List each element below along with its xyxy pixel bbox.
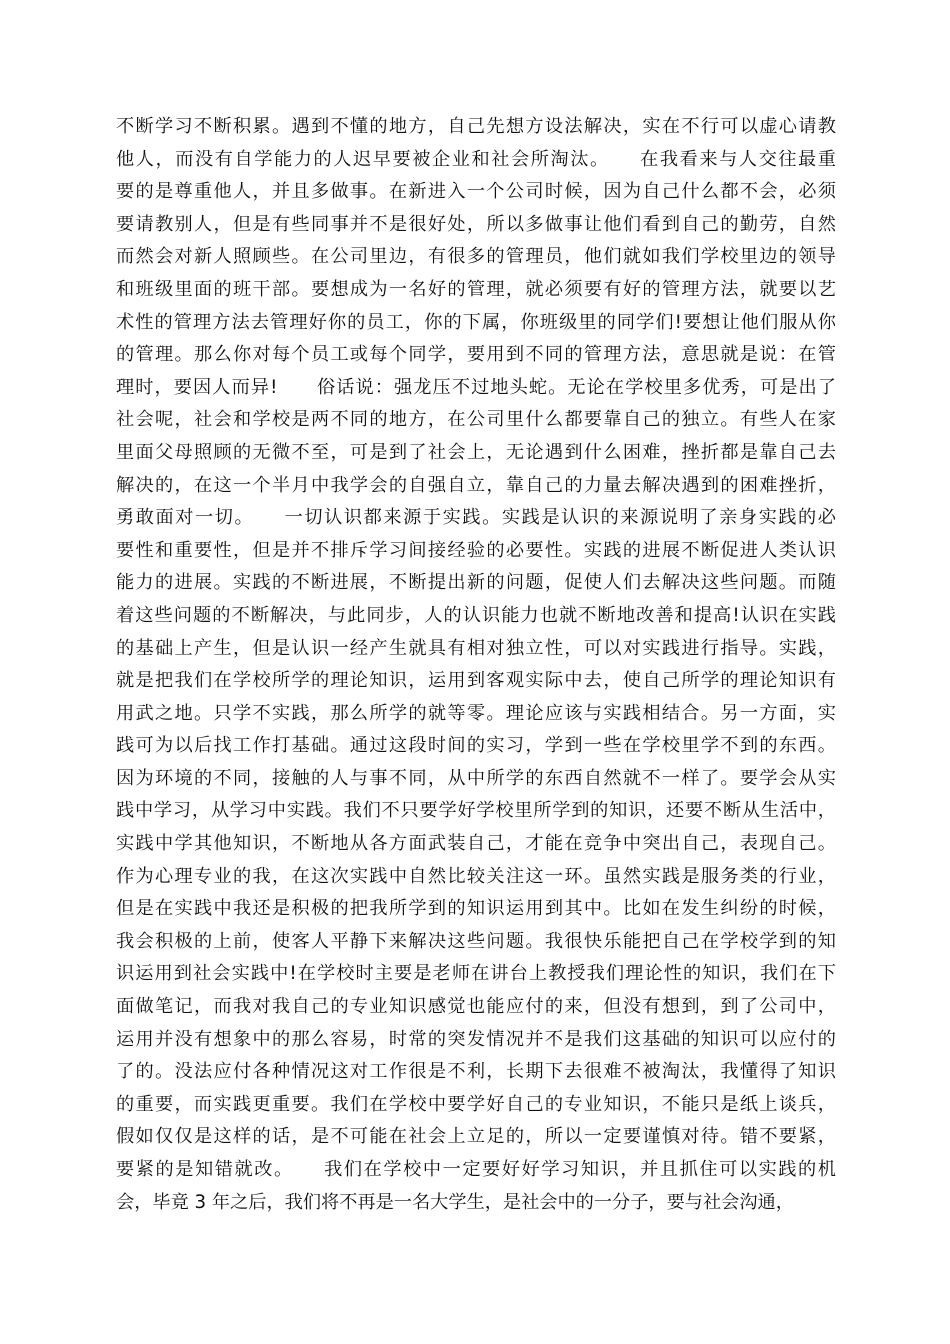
text-line: 勇敢面对一切。 一切认识都来源于实践。实践是认识的来源说明了亲身实践的必	[116, 507, 836, 529]
text-line: 的重要，而实践更重要。我们在学校中要学好自己的专业知识，不能只是纸上谈兵，	[116, 1093, 836, 1115]
text-line: 的管理。那么你对每个员工或每个同学，要用到不同的管理方法，意思就是说：在管	[116, 344, 836, 366]
text-line: 术性的管理方法去管理好你的员工，你的下属，你班级里的同学们!要想让他们服从你	[116, 311, 836, 333]
text-line: 要的是尊重他人，并且多做事。在新进入一个公司时候，因为自己什么都不会，必须	[116, 181, 836, 203]
text-line: 和班级里面的班干部。要想成为一名好的管理，就必须要有好的管理方法，就要以艺	[116, 278, 836, 300]
body-text	[116, 111, 836, 1219]
text-line: 因为环境的不同，接触的人与事不同，从中所学的东西自然就不一样了。要学会从实	[116, 767, 836, 789]
text-line: 践中学习，从学习中实践。我们不只要学好学校里所学到的知识，还要不断从生活中，	[116, 800, 836, 822]
text-line: 面做笔记，而我对我自己的专业知识感觉也能应付的来，但没有想到，到了公司中，	[116, 996, 836, 1018]
text-line: 着这些问题的不断解决，与此同步，人的认识能力也就不断地改善和提高!认识在实践	[116, 604, 836, 626]
text-line: 社会呢，社会和学校是两不同的地方，在公司里什么都要靠自己的独立。有些人在家	[116, 409, 836, 431]
text-line: 会，毕竟 3 年之后，我们将不再是一名大学生，是社会中的一分子，要与社会沟通，	[116, 1191, 794, 1213]
text-line: 了的。没法应付各种情况这对工作很是不利，长期下去很难不被淘汰，我懂得了知识	[116, 1061, 836, 1083]
text-line: 不断学习不断积累。遇到不懂的地方，自己先想方设法解决，实在不行可以虚心请教	[116, 116, 836, 137]
text-line: 他人，而没有自学能力的人迟早要被企业和社会所淘汰。 在我看来与人交往最重	[116, 148, 836, 170]
text-line: 解决的，在这一个半月中我学会的自强自立，靠自己的力量去解决遇到的困难挫折，	[116, 474, 836, 496]
text-line: 践可为以后找工作打基础。通过这段时间的实习，学到一些在学校里学不到的东西。	[116, 735, 836, 757]
text-line: 要请教别人，但是有些同事并不是很好处，所以多做事让他们看到自己的勤劳，自然	[116, 213, 836, 235]
text-line: 的基础上产生，但是认识一经产生就具有相对独立性，可以对实践进行指导。实践，	[116, 637, 836, 659]
text-line: 作为心理专业的我，在这次实践中自然比较关注这一环。虽然实践是服务类的行业，	[116, 865, 836, 887]
text-line: 理时，要因人而异! 俗话说：强龙压不过地头蛇。无论在学校里多优秀，可是出了	[116, 376, 836, 398]
text-line: 实践中学其他知识，不断地从各方面武装自己，才能在竞争中突出自己，表现自己。	[116, 833, 836, 855]
text-line: 用武之地。只学不实践，那么所学的就等零。理论应该与实践相结合。另一方面，实	[116, 702, 836, 724]
text-line: 里面父母照顾的无微不至，可是到了社会上，无论遇到什么困难，挫折都是靠自己去	[116, 441, 836, 463]
text-line: 要性和重要性，但是并不排斥学习间接经验的必要性。实践的进展不断促进人类认识	[116, 539, 836, 561]
text-line: 但是在实践中我还是积极的把我所学到的知识运用到其中。比如在发生纠纷的时候，	[116, 898, 836, 920]
text-line: 要紧的是知错就改。 我们在学校中一定要好好学习知识，并且抓住可以实践的机	[116, 1159, 836, 1180]
text-line: 而然会对新人照顾些。在公司里边，有很多的管理员，他们就如我们学校里边的领导	[116, 246, 836, 268]
text-line: 运用并没有想象中的那么容易，时常的突发情况并不是我们这基础的知识可以应付的	[116, 1028, 836, 1050]
text-line: 我会积极的上前，使客人平静下来解决这些问题。我很快乐能把自己在学校学到的知	[116, 930, 836, 952]
text-line: 假如仅仅是这样的话，是不可能在社会上立足的，所以一定要谨慎对待。错不要紧，	[116, 1126, 836, 1148]
text-line: 就是把我们在学校所学的理论知识，运用到客观实际中去，使自己所学的理论知识有	[116, 670, 836, 692]
text-line: 能力的进展。实践的不断进展，不断提出新的问题，促使人们去解决这些问题。而随	[116, 572, 836, 594]
text-line: 识运用到社会实践中!在学校时主要是老师在讲台上教授我们理论性的知识，我们在下	[116, 963, 836, 985]
